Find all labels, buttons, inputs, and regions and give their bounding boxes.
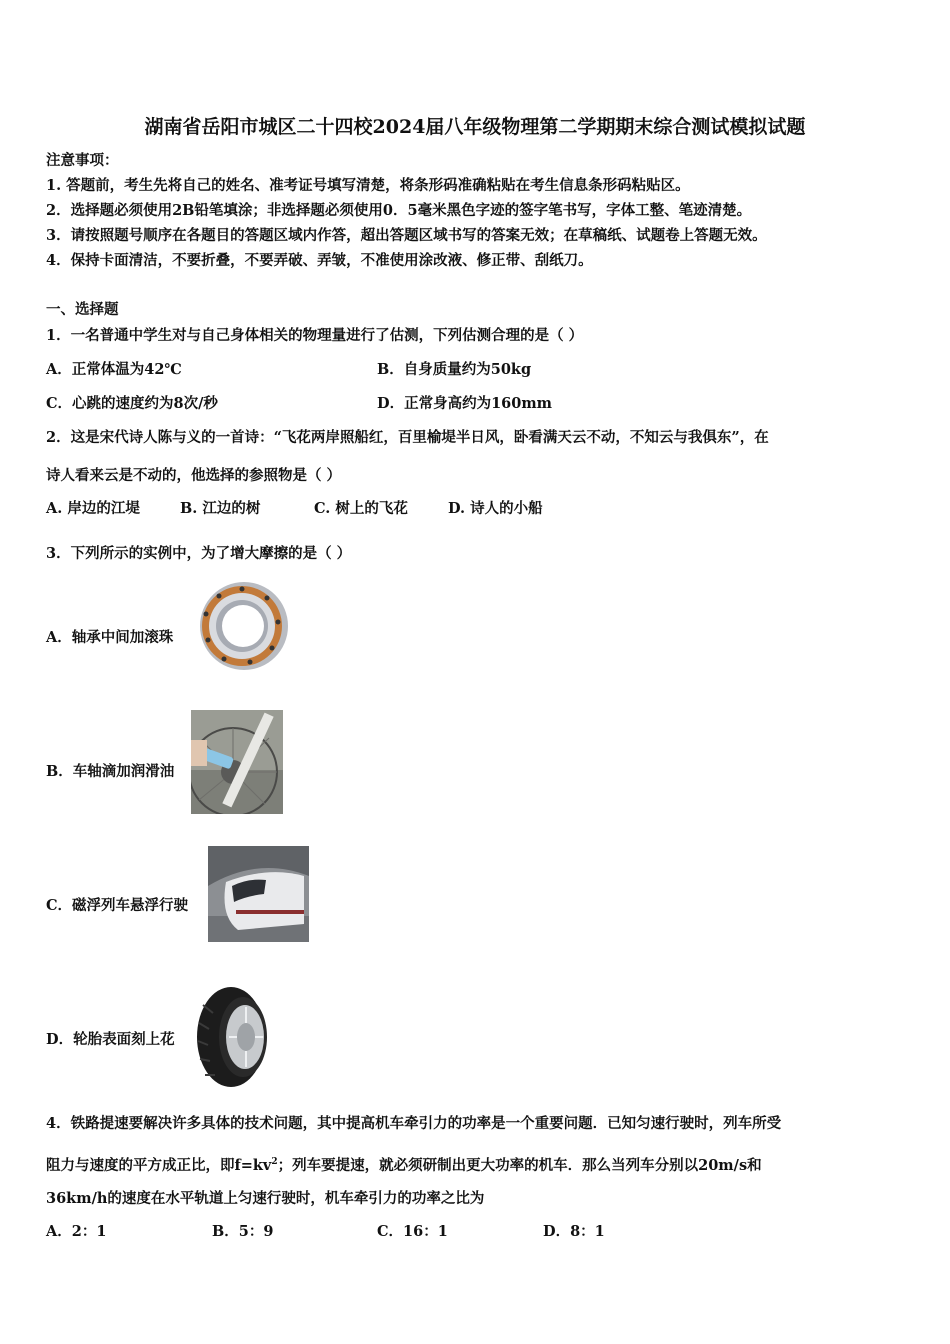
question-3-stem: 3．下列所示的实例中，为了增大摩擦的是（ ） [46, 545, 352, 562]
notice-heading: 注意事项： [46, 152, 119, 169]
question-1-stem: 1．一名普通中学生对与自己身体相关的物理量进行了估测，下列估测合理的是（ ） [46, 327, 584, 344]
question-2-option-b: B. 江边的树 [180, 500, 261, 517]
tire-image [195, 985, 275, 1089]
question-4-option-d: D．8：1 [543, 1223, 605, 1240]
question-1-option-c: C．心跳的速度约为8次/秒 [46, 395, 218, 412]
notice-item-3: 3．请按照题号顺序在各题目的答题区域内作答，超出答题区域书写的答案无效；在草稿纸、试题卷上答题无效。 [46, 227, 767, 244]
question-1-option-b: B．自身质量约为50kg [377, 361, 532, 378]
question-2-line-1: 2．这是宋代诗人陈与义的一首诗：“飞花两岸照船红，百里榆堤半日风，卧看满天云不动，不知云与我俱东”，在 [46, 429, 769, 446]
question-3-option-a: A．轴承中间加滚珠 [46, 629, 174, 646]
question-3-option-c: C．磁浮列车悬浮行驶 [46, 897, 189, 914]
question-2-option-d: D. 诗人的小船 [448, 500, 543, 517]
question-4-line-2-start: 阻力与速度的平方成正比，即f=kv [46, 1156, 272, 1174]
question-4-line-3: 36km/h的速度在水平轨道上匀速行驶时，机车牵引力的功率之比为 [46, 1190, 485, 1207]
question-4-line-2 [46, 1152, 762, 1176]
bicycle-oil-image [191, 710, 283, 814]
superscript-exponent: 2 [271, 1157, 278, 1167]
question-1-option-a: A．正常体温为42℃ [46, 361, 182, 378]
question-4-line-1: 4．铁路提速要解决许多具体的技术问题，其中提高机车牵引力的功率是一个重要问题．已知匀速行驶时，列车所受 [46, 1115, 782, 1132]
question-2-option-c: C. 树上的飞花 [314, 500, 408, 517]
question-3-option-b: B．车轴滴加润滑油 [46, 763, 175, 780]
bearing-image [192, 578, 292, 674]
question-4-line-2-end: ；列车要提速，就必须研制出更大功率的机车．那么当列车分别以20m/s和 [277, 1156, 762, 1174]
maglev-train-image [208, 846, 309, 942]
question-3-option-d: D．轮胎表面刻上花 [46, 1031, 175, 1048]
notice-item-4: 4．保持卡面清洁，不要折叠，不要弄破、弄皱，不准使用涂改液、修正带、刮纸刀。 [46, 252, 593, 269]
question-2-line-2: 诗人看来云是不动的，他选择的参照物是（ ） [46, 467, 342, 484]
question-4-option-c: C．16：1 [377, 1223, 448, 1240]
question-4-option-a: A．2：1 [46, 1223, 107, 1240]
notice-item-2: 2．选择题必须使用2B铅笔填涂；非选择题必须使用0．5毫米黑色字迹的签字笔书写，字体工整、笔迹清楚。 [46, 202, 752, 219]
question-2-option-a: A. 岸边的江堤 [46, 500, 140, 517]
notice-item-1: 1. 答题前，考生先将自己的姓名、准考证号填写清楚，将条形码准确粘贴在考生信息条形码粘贴区。 [46, 177, 690, 194]
section-heading: 一、选择题 [46, 301, 119, 318]
question-1-option-d: D．正常身高约为160mm [377, 395, 553, 412]
page-title: 湖南省岳阳市城区二十四校2024届八年级物理第二学期期末综合测试模拟试题 [144, 116, 806, 138]
question-4-option-b: B．5：9 [212, 1223, 274, 1240]
